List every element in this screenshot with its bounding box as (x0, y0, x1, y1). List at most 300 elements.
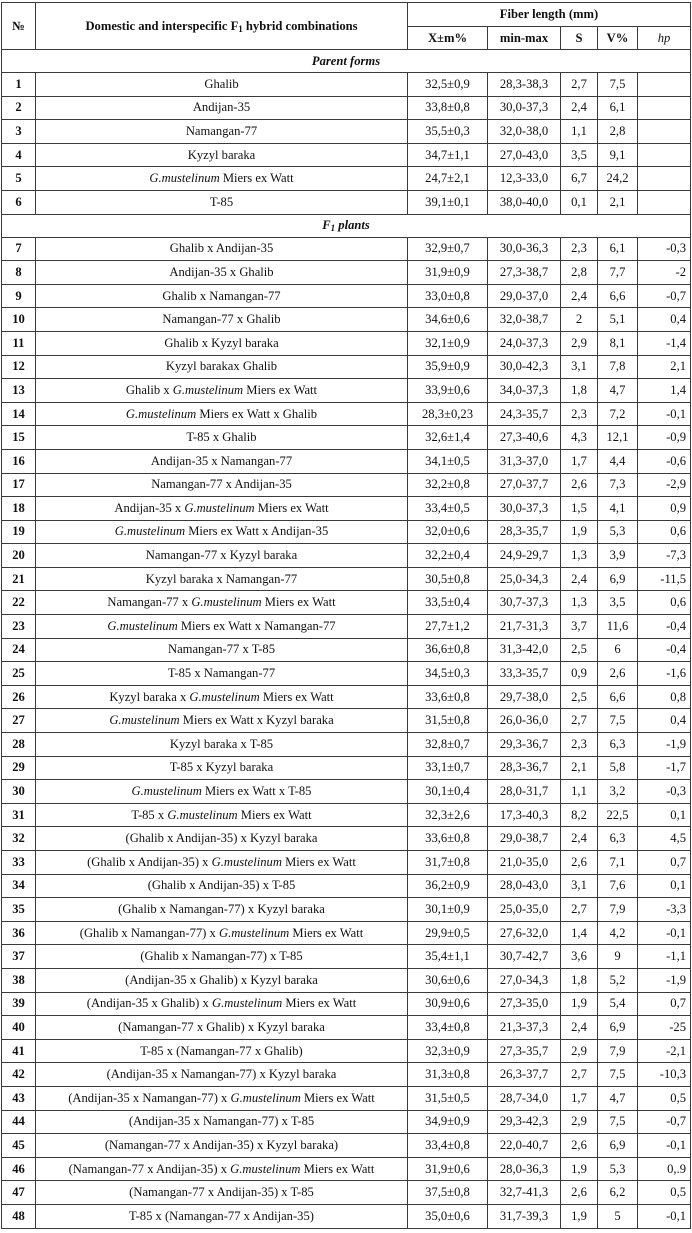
combination-cell (36, 733, 408, 757)
combination-cell (36, 709, 408, 733)
v-value: 5,2 (598, 968, 638, 992)
row-number: 23 (2, 615, 36, 639)
combination-text: Ghalib x Kyzyl baraka (164, 335, 279, 350)
row-number: 45 (2, 1134, 36, 1158)
s-value: 2,5 (561, 638, 598, 662)
hp-value: -1,1 (638, 945, 691, 969)
table-row (2, 379, 691, 403)
row-number: 4 (2, 143, 36, 167)
table-row (2, 827, 691, 851)
mean-value: 34,5±0,3 (408, 662, 488, 686)
combination-text: Andijan-35 x Ghalib (169, 264, 274, 279)
hp-value: 0,4 (638, 709, 691, 733)
range-value: 27,0-34,3 (488, 968, 561, 992)
combination-cell (36, 851, 408, 875)
range-value: 17,3-40,3 (488, 803, 561, 827)
table-row (2, 355, 691, 379)
row-number: 27 (2, 709, 36, 733)
v-value: 7,2 (598, 402, 638, 426)
combination-cell (36, 167, 408, 191)
row-number: 22 (2, 591, 36, 615)
species-name: G.mustelinum (191, 595, 262, 610)
combination-text: T-85 x Kyzyl baraka (169, 760, 274, 775)
v-value: 5,3 (598, 1157, 638, 1181)
mean-value: 32,5±0,9 (408, 73, 488, 97)
s-value: 2,6 (561, 473, 598, 497)
mean-value: 34,1±0,5 (408, 449, 488, 473)
mean-value: 33,9±0,6 (408, 379, 488, 403)
combination-cell (36, 190, 408, 214)
row-number: 33 (2, 851, 36, 875)
range-value: 27,3-40,6 (488, 426, 561, 450)
table-row (2, 591, 691, 615)
species-name: G.mustelinum (114, 524, 186, 539)
hp-value: 0,9 (638, 497, 691, 521)
row-number: 31 (2, 803, 36, 827)
range-value: 30,0-42,3 (488, 355, 561, 379)
mean-value: 33,8±0,8 (408, 96, 488, 120)
hp-value: 0,7 (638, 992, 691, 1016)
combination-cell (36, 1181, 408, 1205)
range-value: 30,0-37,3 (488, 96, 561, 120)
v-value: 7,9 (598, 1039, 638, 1063)
row-number: 42 (2, 1063, 36, 1087)
row-number: 41 (2, 1039, 36, 1063)
mean-value: 30,9±0,6 (408, 992, 488, 1016)
row-number: 10 (2, 308, 36, 332)
combination-cell (36, 261, 408, 285)
s-value: 1,3 (561, 591, 598, 615)
row-number: 43 (2, 1086, 36, 1110)
table-row (2, 992, 691, 1016)
hp-value (638, 190, 691, 214)
mean-value: 33,6±0,8 (408, 827, 488, 851)
hp-value: -0,1 (638, 1134, 691, 1158)
combination-cell (36, 379, 408, 403)
range-value: 24,3-35,7 (488, 402, 561, 426)
v-value: 11,6 (598, 615, 638, 639)
hp-value: 0,5 (638, 1181, 691, 1205)
table-row (2, 1181, 691, 1205)
combination-text: T-85 (209, 194, 234, 209)
row-number: 3 (2, 120, 36, 144)
range-value: 34,0-37,3 (488, 379, 561, 403)
row-number: 29 (2, 756, 36, 780)
mean-value: 32,3±0,9 (408, 1039, 488, 1063)
combination-text: (Ghalib x Andijan-35) x T-85 (147, 878, 296, 893)
combination-cell (36, 1016, 408, 1040)
hp-value (638, 120, 691, 144)
v-value: 7,5 (598, 1110, 638, 1134)
s-value: 2,6 (561, 851, 598, 875)
combination-cell (36, 355, 408, 379)
hp-value (638, 73, 691, 97)
v-value: 8,1 (598, 331, 638, 355)
hp-value: -2 (638, 261, 691, 285)
table-row (2, 284, 691, 308)
range-value: 25,0-35,0 (488, 898, 561, 922)
range-value: 21,3-37,3 (488, 1016, 561, 1040)
range-value: 24,9-29,7 (488, 544, 561, 568)
mean-value: 34,7±1,1 (408, 143, 488, 167)
mean-value: 32,6±1,4 (408, 426, 488, 450)
hp-value: -0,4 (638, 638, 691, 662)
s-value: 1,3 (561, 544, 598, 568)
hp-value: -1,4 (638, 331, 691, 355)
mean-value: 30,6±0,6 (408, 968, 488, 992)
s-value: 2 (561, 308, 598, 332)
range-value: 28,0-36,3 (488, 1157, 561, 1181)
combination-text: Miers ex Watt (261, 595, 336, 610)
range-value: 26,0-36,0 (488, 709, 561, 733)
combination-text: Miers ex Watt x Ghalib (196, 406, 318, 421)
mean-value: 33,5±0,4 (408, 591, 488, 615)
combination-cell (36, 1086, 408, 1110)
row-number: 2 (2, 96, 36, 120)
mean-value: 32,1±0,9 (408, 331, 488, 355)
header-hp: hp (638, 27, 691, 50)
table-row (2, 780, 691, 804)
combination-cell (36, 237, 408, 261)
s-value: 2,6 (561, 1134, 598, 1158)
s-value: 2,4 (561, 1016, 598, 1040)
table-row (2, 143, 691, 167)
s-value: 2,9 (561, 331, 598, 355)
row-number: 37 (2, 945, 36, 969)
v-value: 5 (598, 1204, 638, 1228)
s-value: 2,7 (561, 898, 598, 922)
hp-value: -1,7 (638, 756, 691, 780)
combination-text: Namangan-77 x Kyzyl baraka (145, 548, 298, 563)
combination-text: Miers ex Watt (219, 171, 294, 186)
v-value: 7,9 (598, 898, 638, 922)
table-row (2, 851, 691, 875)
s-value: 1,4 (561, 921, 598, 945)
hp-value: -1,6 (638, 662, 691, 686)
v-value: 6 (598, 638, 638, 662)
table-row (2, 921, 691, 945)
row-number: 35 (2, 898, 36, 922)
mean-value: 33,4±0,5 (408, 497, 488, 521)
range-value: 29,0-37,0 (488, 284, 561, 308)
table-row (2, 449, 691, 473)
v-value: 5,1 (598, 308, 638, 332)
s-value: 3,1 (561, 874, 598, 898)
s-value: 0,9 (561, 662, 598, 686)
table-row (2, 1110, 691, 1134)
s-value: 2,8 (561, 261, 598, 285)
hp-value (638, 143, 691, 167)
combination-cell (36, 685, 408, 709)
combination-text: (Andijan-35 x Namangan-77) x T-85 (128, 1114, 315, 1129)
combination-text: Miers ex Watt (259, 689, 334, 704)
combination-cell (36, 473, 408, 497)
table-row (2, 685, 691, 709)
combination-text: Miers ex Watt (281, 854, 356, 869)
row-number: 20 (2, 544, 36, 568)
range-value: 32,0-38,7 (488, 308, 561, 332)
table-row (2, 261, 691, 285)
s-value: 8,2 (561, 803, 598, 827)
row-number: 34 (2, 874, 36, 898)
combination-text: (Andijan-35 x Namangan-77) x (68, 1090, 231, 1105)
table-row (2, 968, 691, 992)
s-value: 3,5 (561, 143, 598, 167)
hp-value: 2,1 (638, 355, 691, 379)
s-value: 2,4 (561, 567, 598, 591)
table-row (2, 756, 691, 780)
range-value: 29,3-42,3 (488, 1110, 561, 1134)
mean-value: 35,4±1,1 (408, 945, 488, 969)
s-value: 1,1 (561, 780, 598, 804)
combination-cell (36, 756, 408, 780)
species-name: G.mustelinum (167, 807, 238, 822)
combination-cell (36, 73, 408, 97)
range-value: 28,7-34,0 (488, 1086, 561, 1110)
species-name: G.mustelinum (189, 689, 260, 704)
v-value: 6,9 (598, 567, 638, 591)
combination-cell (36, 331, 408, 355)
row-number: 47 (2, 1181, 36, 1205)
hp-value: -0,1 (638, 402, 691, 426)
s-value: 1,9 (561, 1204, 598, 1228)
s-value: 2,7 (561, 1063, 598, 1087)
range-value: 27,3-38,7 (488, 261, 561, 285)
range-value: 25,0-34,3 (488, 567, 561, 591)
range-value: 29,7-38,0 (488, 685, 561, 709)
s-value: 2,4 (561, 827, 598, 851)
combination-cell (36, 945, 408, 969)
hp-value: -0,3 (638, 237, 691, 261)
s-value: 1,7 (561, 1086, 598, 1110)
table-row (2, 1039, 691, 1063)
table-row (2, 733, 691, 757)
range-value: 27,0-43,0 (488, 143, 561, 167)
combination-text: Miers ex Watt (243, 382, 318, 397)
combination-text: (Andijan-35 x Ghalib) x Kyzyl baraka (125, 972, 318, 987)
combination-text: Miers ex Watt (282, 996, 357, 1011)
combination-cell (36, 780, 408, 804)
mean-value: 31,5±0,5 (408, 1086, 488, 1110)
header-s: S (561, 27, 598, 50)
combination-cell (36, 544, 408, 568)
s-value: 2,4 (561, 96, 598, 120)
row-number: 12 (2, 355, 36, 379)
mean-value: 31,9±0,6 (408, 1157, 488, 1181)
hp-value: 1,4 (638, 379, 691, 403)
range-value: 31,3-42,0 (488, 638, 561, 662)
combination-text: Miers ex Watt (289, 925, 364, 940)
v-value: 6,2 (598, 1181, 638, 1205)
hp-value: -10,3 (638, 1063, 691, 1087)
hp-value: -0,9 (638, 426, 691, 450)
v-value: 6,1 (598, 96, 638, 120)
hp-value: -0,1 (638, 1204, 691, 1228)
header-combination: Domestic and interspecific $F_1$ hybrid combinations (36, 3, 408, 50)
combination-text: T-85 x (Namangan-77 x Ghalib) (140, 1043, 303, 1058)
combination-text: (Namangan-77 x Andijan-35) x (68, 1161, 231, 1176)
table-row (2, 874, 691, 898)
s-value: 1,1 (561, 120, 598, 144)
table-row (2, 898, 691, 922)
hp-value: 0,5 (638, 1086, 691, 1110)
row-number: 44 (2, 1110, 36, 1134)
hp-value: -1,9 (638, 968, 691, 992)
v-value: 2,1 (598, 190, 638, 214)
hp-value: 0,6 (638, 591, 691, 615)
section-parent-forms: Parent forms (2, 50, 691, 73)
combination-cell (36, 1134, 408, 1158)
row-number: 39 (2, 992, 36, 1016)
combination-text: T-85 x (131, 807, 168, 822)
header-fiber-length: Fiber length (mm) (408, 3, 691, 27)
v-value: 7,5 (598, 709, 638, 733)
mean-value: 35,0±0,6 (408, 1204, 488, 1228)
range-value: 31,3-37,0 (488, 449, 561, 473)
row-number: 7 (2, 237, 36, 261)
range-value: 28,3-35,7 (488, 520, 561, 544)
combination-cell (36, 120, 408, 144)
range-value: 26,3-37,7 (488, 1063, 561, 1087)
v-value: 6,6 (598, 284, 638, 308)
combination-text: Namangan-77 x T-85 (167, 642, 276, 657)
v-value: 6,9 (598, 1016, 638, 1040)
combination-text: Miers ex Watt (254, 500, 329, 515)
species-name: G.mustelinum (149, 171, 220, 186)
v-value: 7,3 (598, 473, 638, 497)
row-number: 32 (2, 827, 36, 851)
section-f1-plants: $F_1$ plants (2, 214, 691, 237)
combination-text: (Ghalib x Namangan-77) x Kyzyl baraka (118, 901, 325, 916)
combination-cell (36, 308, 408, 332)
combination-text: Miers ex Watt x T-85 (201, 784, 312, 799)
species-name: G.mustelinum (107, 618, 178, 633)
row-number: 17 (2, 473, 36, 497)
s-value: 1,7 (561, 449, 598, 473)
combination-cell (36, 520, 408, 544)
species-name: G.mustelinum (211, 854, 282, 869)
combination-text: Miers ex Watt (237, 807, 312, 822)
hp-value: 0,1 (638, 803, 691, 827)
combination-text: (Andijan-35 x Ghalib) x (86, 996, 212, 1011)
table-row (2, 544, 691, 568)
table-row (2, 331, 691, 355)
mean-value: 33,6±0,8 (408, 685, 488, 709)
combination-text: (Ghalib x Andijan-35) x (87, 854, 212, 869)
s-value: 6,7 (561, 167, 598, 191)
v-value: 2,8 (598, 120, 638, 144)
range-value: 28,0-43,0 (488, 874, 561, 898)
combination-text: Namangan-77 x (107, 595, 192, 610)
v-value: 3,9 (598, 544, 638, 568)
s-value: 1,8 (561, 968, 598, 992)
s-value: 2,9 (561, 1110, 598, 1134)
combination-text: Ghalib x Namangan-77 (162, 288, 281, 303)
combination-text: Miers ex Watt (300, 1090, 375, 1105)
combination-cell (36, 921, 408, 945)
row-number: 11 (2, 331, 36, 355)
v-value: 4,4 (598, 449, 638, 473)
range-value: 28,3-38,3 (488, 73, 561, 97)
range-value: 38,0-40,0 (488, 190, 561, 214)
s-value: 2,5 (561, 685, 598, 709)
species-name: G.mustelinum (184, 500, 255, 515)
mean-value: 37,5±0,8 (408, 1181, 488, 1205)
row-number: 5 (2, 167, 36, 191)
hp-value: 0,.9 (638, 1157, 691, 1181)
s-value: 2,3 (561, 237, 598, 261)
v-value: 6,6 (598, 685, 638, 709)
combination-cell (36, 874, 408, 898)
combination-cell (36, 638, 408, 662)
range-value: 31,7-39,3 (488, 1204, 561, 1228)
table-row (2, 237, 691, 261)
row-number: 48 (2, 1204, 36, 1228)
v-value: 5,4 (598, 992, 638, 1016)
range-value: 27,3-35,7 (488, 1039, 561, 1063)
range-value: 30,7-37,3 (488, 591, 561, 615)
combination-cell (36, 591, 408, 615)
v-value: 4,2 (598, 921, 638, 945)
combination-text: (Namangan-77 x Andijan-35) x T-85 (129, 1185, 314, 1200)
combination-text: Namangan-77 x Andijan-35 (151, 477, 292, 492)
v-value: 7,5 (598, 73, 638, 97)
row-number: 38 (2, 968, 36, 992)
header-no: № (2, 3, 36, 50)
range-value: 29,3-36,7 (488, 733, 561, 757)
combination-cell (36, 968, 408, 992)
mean-value: 28,3±0,23 (408, 402, 488, 426)
combination-cell (36, 662, 408, 686)
v-value: 2,6 (598, 662, 638, 686)
mean-value: 31,5±0,8 (408, 709, 488, 733)
combination-cell (36, 1039, 408, 1063)
hp-value: 0,1 (638, 874, 691, 898)
hp-value: -0,3 (638, 780, 691, 804)
combination-cell (36, 1063, 408, 1087)
hp-value (638, 167, 691, 191)
hp-value: -0,4 (638, 615, 691, 639)
species-name: G.mustelinum (230, 1161, 301, 1176)
table-row (2, 473, 691, 497)
s-value: 2,7 (561, 709, 598, 733)
hp-value: -0,7 (638, 284, 691, 308)
v-value: 4,7 (598, 379, 638, 403)
mean-value: 30,5±0,8 (408, 567, 488, 591)
hp-value: -0,1 (638, 921, 691, 945)
s-value: 2,9 (561, 1039, 598, 1063)
combination-text: Kyzyl barakax Ghalib (165, 359, 278, 374)
hp-value (638, 96, 691, 120)
s-value: 2,1 (561, 756, 598, 780)
v-value: 3,2 (598, 780, 638, 804)
v-value: 6,3 (598, 827, 638, 851)
range-value: 28,3-36,7 (488, 756, 561, 780)
table-row (2, 1016, 691, 1040)
mean-value: 32,2±0,8 (408, 473, 488, 497)
combination-cell (36, 284, 408, 308)
mean-value: 33,0±0,8 (408, 284, 488, 308)
table-row (2, 497, 691, 521)
table-row (2, 662, 691, 686)
table-row (2, 402, 691, 426)
mean-value: 24,7±2,1 (408, 167, 488, 191)
species-name: G.mustelinum (211, 996, 283, 1011)
v-value: 9,1 (598, 143, 638, 167)
s-value: 2,7 (561, 73, 598, 97)
v-value: 4,7 (598, 1086, 638, 1110)
v-value: 9 (598, 945, 638, 969)
